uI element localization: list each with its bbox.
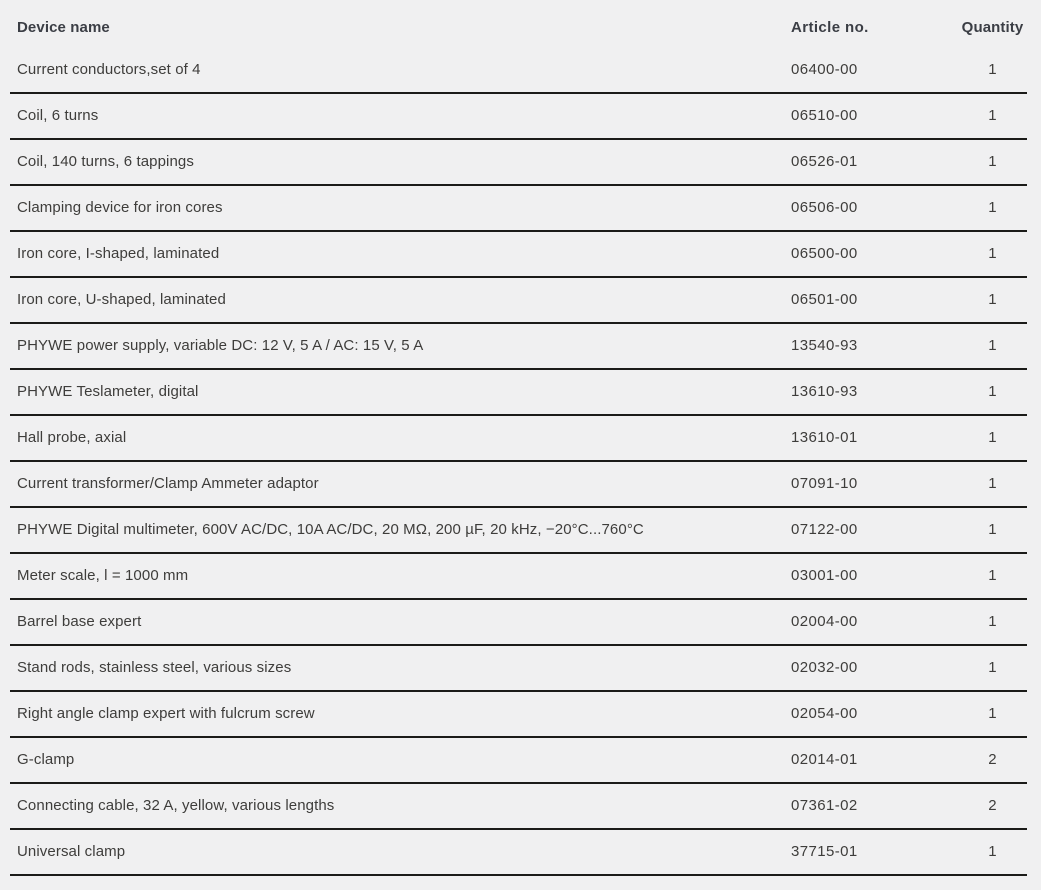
table-row [10, 278, 1027, 324]
device-name-cell: Universal clamp [17, 843, 126, 860]
table-row [10, 94, 1027, 140]
quantity-cell: 1 [988, 383, 997, 400]
quantity-cell: 1 [988, 153, 997, 170]
table-row [10, 324, 1027, 370]
table-row [10, 830, 1027, 876]
article-no-cell: 02004-00 [791, 613, 858, 630]
quantity-cell: 1 [988, 429, 997, 446]
device-name-cell: Coil, 6 turns [17, 107, 99, 124]
article-no-cell: 06510-00 [791, 107, 858, 124]
quantity-cell: 1 [988, 659, 997, 676]
article-no-cell: 13540-93 [791, 337, 858, 354]
table-row [10, 554, 1027, 600]
device-name-cell: Hall probe, axial [17, 429, 127, 446]
article-no-cell: 03001-00 [791, 567, 858, 584]
equipment-table [10, 8, 1027, 876]
table-row [10, 48, 1027, 94]
column-header-article-no: Article no. [791, 19, 869, 36]
article-no-cell: 02054-00 [791, 705, 858, 722]
quantity-cell: 1 [988, 567, 997, 584]
quantity-cell: 1 [988, 521, 997, 538]
device-name-cell: PHYWE Teslameter, digital [17, 383, 199, 400]
quantity-cell: 1 [988, 475, 997, 492]
article-no-cell: 02032-00 [791, 659, 858, 676]
article-no-cell: 06500-00 [791, 245, 858, 262]
device-name-cell: PHYWE power supply, variable DC: 12 V, 5 A / AC: 15 V, 5 A [17, 337, 424, 354]
device-name-cell: Stand rods, stainless steel, various sizes [17, 659, 292, 676]
table-header [10, 8, 1027, 48]
table-row [10, 692, 1027, 738]
quantity-cell: 1 [988, 337, 997, 354]
article-no-cell: 13610-01 [791, 429, 858, 446]
quantity-cell: 1 [988, 245, 997, 262]
device-name-cell: PHYWE Digital multimeter, 600V AC/DC, 10A AC/DC, 20 MΩ, 200 µF, 20 kHz, −20°C...760°C [17, 521, 644, 538]
device-name-cell: Right angle clamp expert with fulcrum screw [17, 705, 315, 722]
table-row [10, 784, 1027, 830]
device-name-cell: Iron core, U-shaped, laminated [17, 291, 226, 308]
article-no-cell: 07361-02 [791, 797, 858, 814]
article-no-cell: 06506-00 [791, 199, 858, 216]
quantity-cell: 2 [988, 797, 997, 814]
table-row [10, 140, 1027, 186]
quantity-cell: 1 [988, 107, 997, 124]
device-name-cell: Current transformer/Clamp Ammeter adaptor [17, 475, 319, 492]
article-no-cell: 06501-00 [791, 291, 858, 308]
device-name-cell: Current conductors,set of 4 [17, 61, 201, 78]
table-row [10, 370, 1027, 416]
quantity-cell: 1 [988, 291, 997, 308]
table-row [10, 508, 1027, 554]
table-row [10, 738, 1027, 784]
device-name-cell: Barrel base expert [17, 613, 142, 630]
article-no-cell: 02014-01 [791, 751, 858, 768]
table-row [10, 186, 1027, 232]
column-header-quantity: Quantity [961, 19, 1024, 36]
table-row [10, 600, 1027, 646]
article-no-cell: 06400-00 [791, 61, 858, 78]
article-no-cell: 13610-93 [791, 383, 858, 400]
quantity-cell: 1 [988, 61, 997, 78]
table-body [10, 48, 1027, 876]
device-name-cell: Connecting cable, 32 A, yellow, various lengths [17, 797, 335, 814]
quantity-cell: 1 [988, 199, 997, 216]
device-name-cell: Clamping device for iron cores [17, 199, 223, 216]
column-header-device-name: Device name [17, 19, 110, 36]
table-row [10, 416, 1027, 462]
quantity-cell: 2 [988, 751, 997, 768]
table-row [10, 232, 1027, 278]
table-row [10, 462, 1027, 508]
article-no-cell: 07091-10 [791, 475, 858, 492]
device-name-cell: Meter scale, l = 1000 mm [17, 567, 189, 584]
quantity-cell: 1 [988, 613, 997, 630]
article-no-cell: 06526-01 [791, 153, 858, 170]
device-name-cell: Iron core, I-shaped, laminated [17, 245, 220, 262]
quantity-cell: 1 [988, 705, 997, 722]
article-no-cell: 07122-00 [791, 521, 858, 538]
device-name-cell: G-clamp [17, 751, 75, 768]
article-no-cell: 37715-01 [791, 843, 858, 860]
table-row [10, 646, 1027, 692]
device-name-cell: Coil, 140 turns, 6 tappings [17, 153, 194, 170]
quantity-cell: 1 [988, 843, 997, 860]
